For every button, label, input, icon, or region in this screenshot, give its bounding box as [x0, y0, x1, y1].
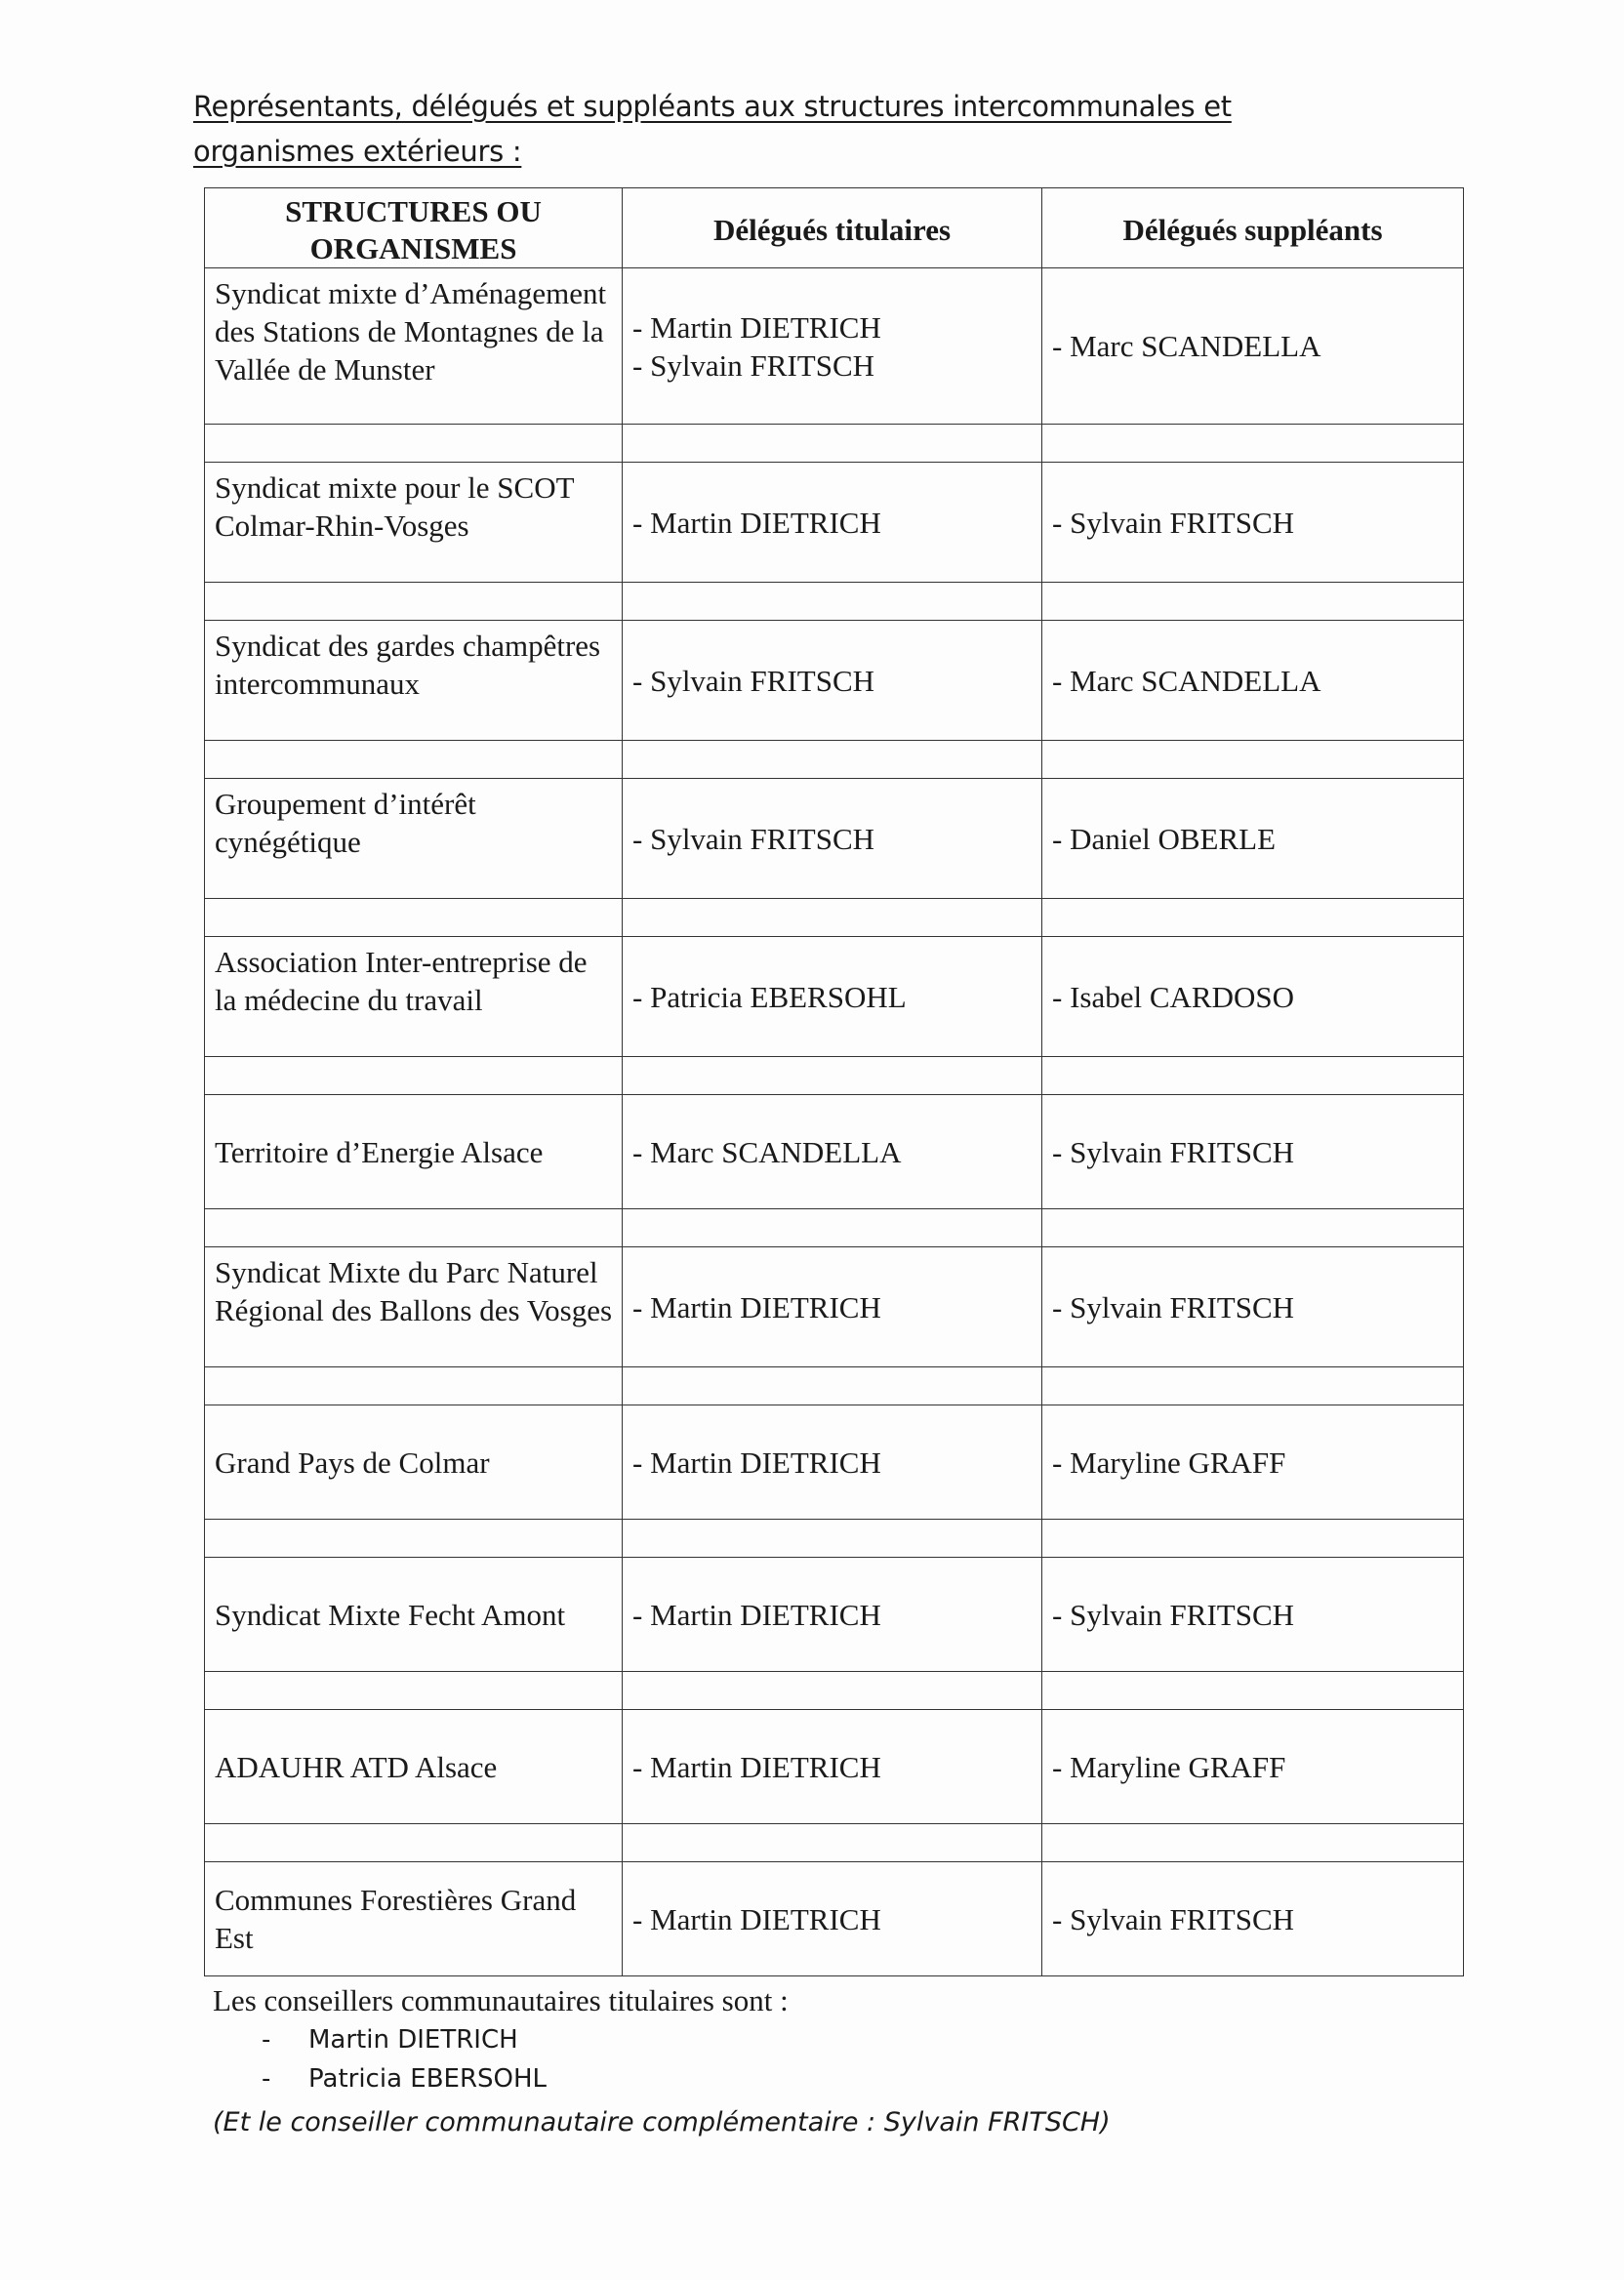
empty-cell	[1042, 1520, 1464, 1558]
suppleants-cell: - Marc SCANDELLA	[1042, 621, 1464, 741]
empty-cell	[1042, 899, 1464, 937]
org-cell: Syndicat Mixte Fecht Amont	[205, 1558, 623, 1672]
bullet-dash: -	[262, 2064, 271, 2094]
org-cell: Syndicat Mixte du Parc Naturel Régional des Ballons des Vosges	[205, 1247, 623, 1367]
titulaires-cell: - Martin DIETRICH	[623, 1558, 1042, 1672]
org-cell: Syndicat mixte pour le SCOT Colmar-Rhin-Vosges	[205, 463, 623, 583]
spacer-row	[205, 899, 1464, 937]
org-cell: Association Inter-entreprise de la médecine du travail	[205, 937, 623, 1057]
member-item	[213, 2020, 1111, 2059]
table-row	[205, 937, 1464, 1057]
empty-cell	[205, 1520, 623, 1558]
titulaires-cell: - Martin DIETRICH	[623, 1247, 1042, 1367]
empty-cell	[623, 1367, 1042, 1405]
page-heading: Représentants, délégués et suppléants aux structures intercommunales et organismes extérieurs :	[193, 90, 1232, 168]
spacer-row	[205, 741, 1464, 779]
suppleants-cell: - Sylvain FRITSCH	[1042, 1247, 1464, 1367]
table-row	[205, 1095, 1464, 1209]
suppleants-cell: - Isabel CARDOSO	[1042, 937, 1464, 1057]
empty-cell	[1042, 1367, 1464, 1405]
suppleants-cell: - Daniel OBERLE	[1042, 779, 1464, 899]
footer	[213, 1981, 1111, 2143]
empty-cell	[205, 1209, 623, 1247]
org-cell: Grand Pays de Colmar	[205, 1405, 623, 1520]
delegates-table	[204, 187, 1464, 1976]
table-row	[205, 1862, 1464, 1976]
column-header-structures: STRUCTURES OU ORGANISMES	[205, 188, 623, 268]
empty-cell	[623, 583, 1042, 621]
empty-cell	[205, 899, 623, 937]
spacer-row	[205, 1672, 1464, 1710]
member-name: Martin DIETRICH	[308, 2025, 518, 2055]
empty-cell	[1042, 1057, 1464, 1095]
empty-cell	[205, 583, 623, 621]
bullet-dash: -	[262, 2025, 271, 2055]
empty-cell	[623, 741, 1042, 779]
org-cell: Syndicat des gardes champêtres intercommunaux	[205, 621, 623, 741]
empty-cell	[623, 425, 1042, 463]
spacer-row	[205, 425, 1464, 463]
org-cell: Groupement d’intérêt cynégétique	[205, 779, 623, 899]
spacer-row	[205, 1057, 1464, 1095]
org-cell: Communes Forestières Grand Est	[205, 1862, 623, 1976]
member-item	[213, 2059, 1111, 2098]
suppleants-cell: - Maryline GRAFF	[1042, 1405, 1464, 1520]
table-row	[205, 268, 1464, 425]
empty-cell	[205, 425, 623, 463]
empty-cell	[205, 1057, 623, 1095]
empty-cell	[205, 1672, 623, 1710]
titulaires-cell: - Martin DIETRICH	[623, 463, 1042, 583]
footer-intro: Les conseillers communautaires titulaires sont :	[213, 1983, 789, 2017]
table-row	[205, 779, 1464, 899]
org-cell: ADAUHR ATD Alsace	[205, 1710, 623, 1824]
titulaires-cell: - Sylvain FRITSCH	[623, 779, 1042, 899]
empty-cell	[623, 1057, 1042, 1095]
suppleants-cell: - Sylvain FRITSCH	[1042, 1558, 1464, 1672]
empty-cell	[623, 1824, 1042, 1862]
titulaires-cell: - Patricia EBERSOHL	[623, 937, 1042, 1057]
empty-cell	[1042, 1672, 1464, 1710]
spacer-row	[205, 1824, 1464, 1862]
empty-cell	[623, 1672, 1042, 1710]
table-row	[205, 621, 1464, 741]
suppleants-cell: - Sylvain FRITSCH	[1042, 1862, 1464, 1976]
footer-note: (Et le conseiller communautaire complémentaire : Sylvain FRITSCH)	[213, 2107, 1111, 2138]
table-row	[205, 463, 1464, 583]
suppleants-cell: - Maryline GRAFF	[1042, 1710, 1464, 1824]
empty-cell	[1042, 425, 1464, 463]
titulaires-cell: - Martin DIETRICH	[623, 1710, 1042, 1824]
titulaires-cell: - Martin DIETRICH	[623, 1405, 1042, 1520]
org-cell: Territoire d’Energie Alsace	[205, 1095, 623, 1209]
member-name: Patricia EBERSOHL	[308, 2064, 548, 2094]
suppleants-cell: - Sylvain FRITSCH	[1042, 1095, 1464, 1209]
empty-cell	[1042, 583, 1464, 621]
empty-cell	[205, 1367, 623, 1405]
empty-cell	[1042, 1824, 1464, 1862]
table-row	[205, 1247, 1464, 1367]
titulaires-cell: - Marc SCANDELLA	[623, 1095, 1042, 1209]
spacer-row	[205, 1367, 1464, 1405]
table-row	[205, 1558, 1464, 1672]
empty-cell	[1042, 1209, 1464, 1247]
column-header-suppleants: Délégués suppléants	[1042, 188, 1464, 268]
table-header-row	[205, 188, 1464, 268]
empty-cell	[623, 1520, 1042, 1558]
titulaires-cell: - Martin DIETRICH - Sylvain FRITSCH	[623, 268, 1042, 425]
table-row	[205, 1710, 1464, 1824]
member-list	[213, 2020, 1111, 2098]
empty-cell	[623, 1209, 1042, 1247]
table-body	[205, 268, 1464, 1976]
spacer-row	[205, 1209, 1464, 1247]
empty-cell	[623, 899, 1042, 937]
titulaires-cell: - Martin DIETRICH	[623, 1862, 1042, 1976]
spacer-row	[205, 1520, 1464, 1558]
suppleants-cell: - Marc SCANDELLA	[1042, 268, 1464, 425]
spacer-row	[205, 583, 1464, 621]
titulaires-cell: - Sylvain FRITSCH	[623, 621, 1042, 741]
empty-cell	[1042, 741, 1464, 779]
org-cell: Syndicat mixte d’Aménagement des Stations de Montagnes de la Vallée de Munster	[205, 268, 623, 425]
table-row	[205, 1405, 1464, 1520]
empty-cell	[205, 741, 623, 779]
column-header-titulaires: Délégués titulaires	[623, 188, 1042, 268]
empty-cell	[205, 1824, 623, 1862]
suppleants-cell: - Sylvain FRITSCH	[1042, 463, 1464, 583]
